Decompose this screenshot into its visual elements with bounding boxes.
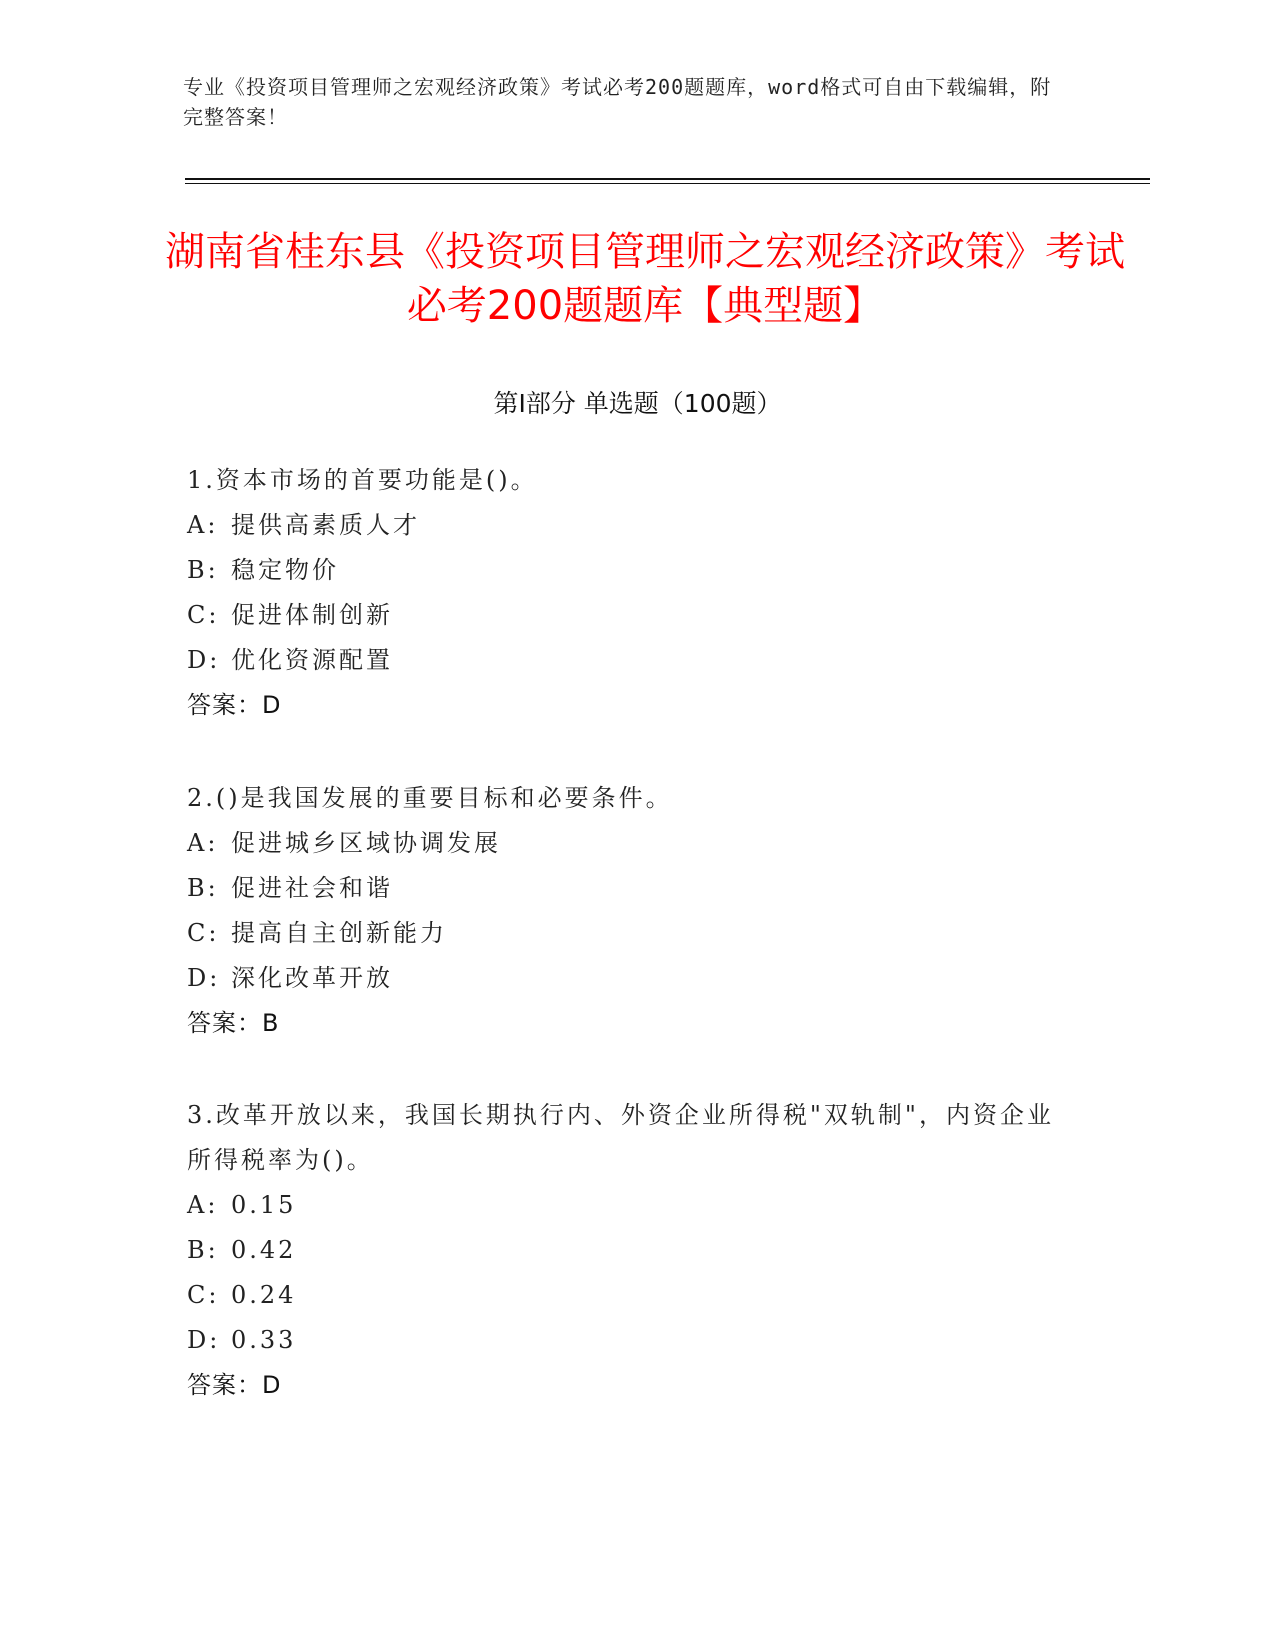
- question-block: [187, 458, 1077, 728]
- question-stem: 3.改革开放以来，我国长期执行内、外资企业所得税"双轨制"，内资企业所得税率为()。: [187, 1101, 1054, 1174]
- option-text: 促进社会和谐: [231, 874, 393, 902]
- section-heading: 第Ⅰ部分 单选题（100题）: [493, 389, 782, 418]
- header-note: 专业《投资项目管理师之宏观经济政策》考试必考200题题库，word格式可自由下载编辑，附完整答案！: [183, 75, 1052, 129]
- header-divider-thin: [185, 183, 1150, 184]
- option-key: C:: [187, 1281, 220, 1309]
- option-key: B:: [187, 874, 219, 902]
- question-block: [187, 776, 1077, 1046]
- option-b: [187, 548, 1077, 593]
- option-key: A:: [187, 1191, 219, 1219]
- option-text: 深化改革开放: [231, 964, 393, 992]
- answer-line: 答案：D: [187, 1371, 282, 1399]
- option-c: [187, 593, 1077, 638]
- option-d: [187, 956, 1077, 1001]
- option-a: [187, 503, 1077, 548]
- question-block: [187, 1093, 1077, 1408]
- option-text: 0.33: [231, 1326, 297, 1354]
- option-text: 0.42: [231, 1236, 297, 1264]
- answer-line: 答案：D: [187, 691, 282, 719]
- option-text: 促进体制创新: [231, 601, 393, 629]
- option-b: [187, 866, 1077, 911]
- option-key: C:: [187, 601, 220, 629]
- option-key: C:: [187, 919, 220, 947]
- option-b: [187, 1228, 1077, 1273]
- option-text: 优化资源配置: [231, 646, 393, 674]
- option-text: 促进城乡区域协调发展: [231, 829, 501, 857]
- question-stem: 1.资本市场的首要功能是()。: [187, 466, 538, 494]
- option-key: D:: [187, 1326, 221, 1354]
- option-d: [187, 1318, 1077, 1363]
- option-text: 0.24: [231, 1281, 297, 1309]
- option-key: A:: [187, 511, 219, 539]
- option-key: A:: [187, 829, 219, 857]
- option-c: [187, 911, 1077, 956]
- answer-line: 答案：B: [187, 1009, 280, 1037]
- option-c: [187, 1273, 1077, 1318]
- option-key: B:: [187, 556, 219, 584]
- option-a: [187, 821, 1077, 866]
- option-text: 提供高素质人才: [231, 511, 420, 539]
- option-a: [187, 1183, 1077, 1228]
- option-text: 稳定物价: [231, 556, 339, 584]
- option-key: D:: [187, 964, 221, 992]
- option-text: 提高自主创新能力: [231, 919, 447, 947]
- option-d: [187, 638, 1077, 683]
- option-key: D:: [187, 646, 221, 674]
- header-divider-thick: [185, 178, 1150, 180]
- option-key: B:: [187, 1236, 219, 1264]
- document-title: 湖南省桂东县《投资项目管理师之宏观经济政策》考试必考200题题库【典型题】: [165, 229, 1125, 329]
- option-text: 0.15: [231, 1191, 297, 1219]
- question-stem: 2.()是我国发展的重要目标和必要条件。: [187, 784, 673, 812]
